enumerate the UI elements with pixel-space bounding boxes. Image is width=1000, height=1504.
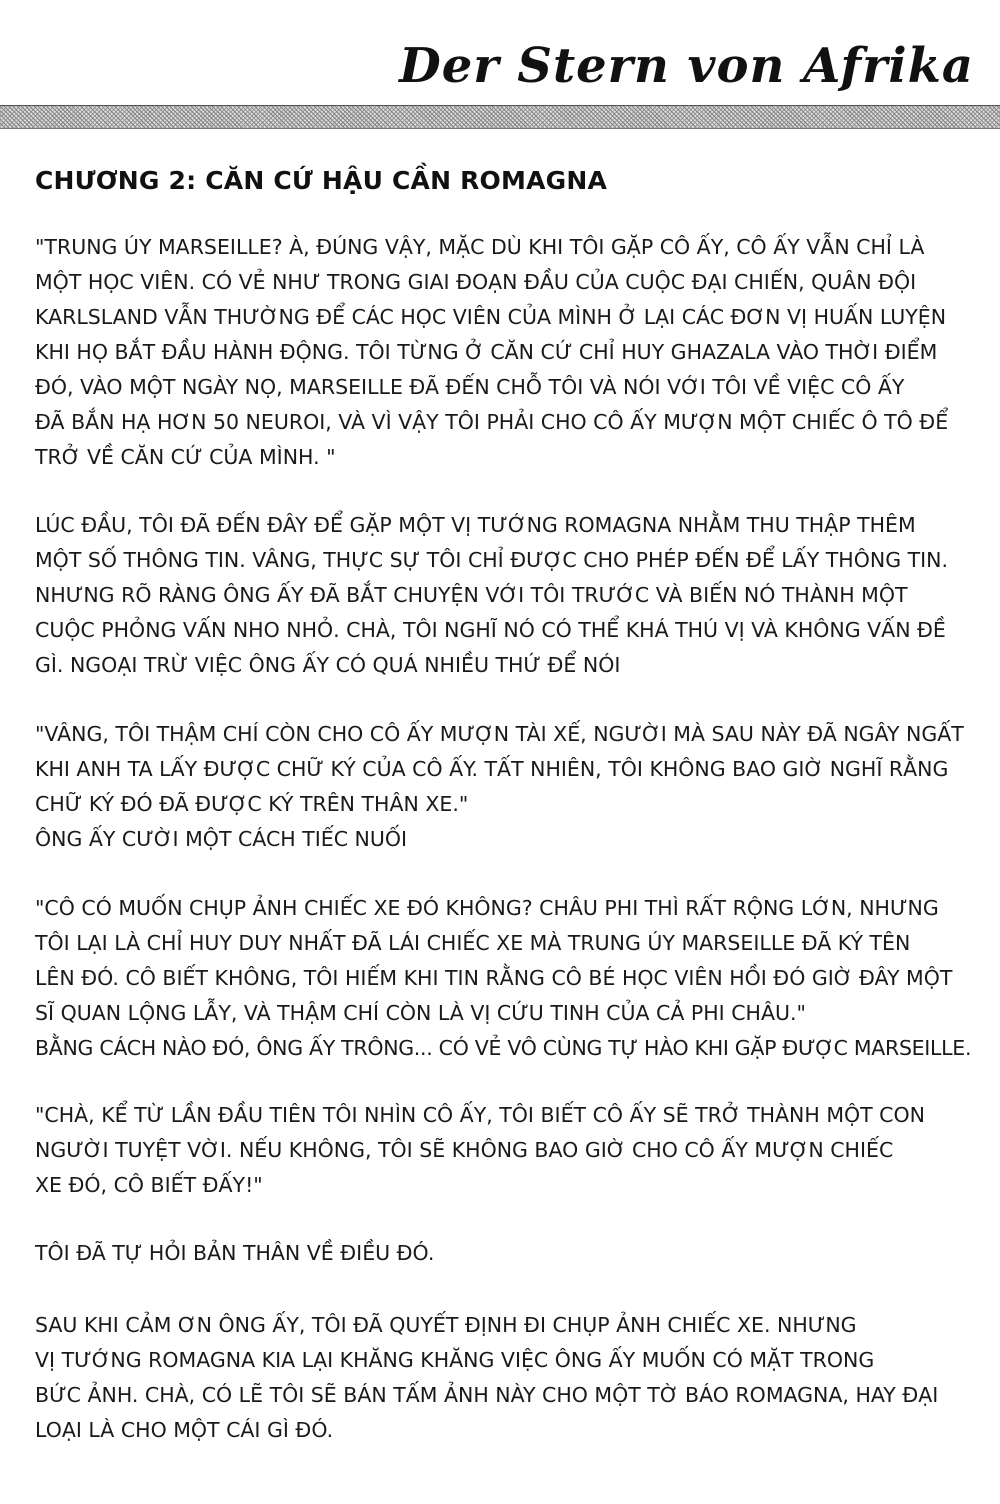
- paragraph-6: [35, 1236, 975, 1271]
- text-line: MỘT HỌC VIÊN. CÓ VẺ NHƯ TRONG GIAI ĐOẠN ĐẦU CỦA CUỘC ĐẠI CHIẾN, QUÂN ĐỘI: [35, 270, 917, 294]
- header-band-bottom-rule: [0, 128, 1000, 129]
- text-line: TRỞ VỀ CĂN CỨ CỦA MÌNH. ": [35, 445, 336, 469]
- paragraph-4: [35, 891, 975, 1066]
- text-line: KARLSLAND VẪN THƯỜNG ĐỂ CÁC HỌC VIÊN CỦA MÌNH Ở LẠI CÁC ĐƠN VỊ HUẤN LUYỆN: [35, 305, 947, 329]
- paragraph-5: [35, 1098, 975, 1203]
- text-line: BỨC ẢNH. CHÀ, CÓ LẼ TÔI SẼ BÁN TẤM ẢNH NÀY CHO MỘT TỜ BÁO ROMAGNA, HAY ĐẠI: [35, 1383, 939, 1407]
- text-line: TÔI LẠI LÀ CHỈ HUY DUY NHẤT ĐÃ LÁI CHIẾC XE MÀ TRUNG ÚY MARSEILLE ĐÃ KÝ TÊN: [35, 931, 911, 955]
- text-line: NGƯỜI TUYỆT VỜI. NẾU KHÔNG, TÔI SẼ KHÔNG BAO GIỜ CHO CÔ ẤY MƯỢN CHIẾC: [35, 1138, 894, 1162]
- text-line: KHI ANH TA LẤY ĐƯỢC CHỮ KÝ CỦA CÔ ẤY. TẤT NHIÊN, TÔI KHÔNG BAO GIỜ NGHĨ RẰNG: [35, 757, 949, 781]
- text-line: LÊN ĐÓ. CÔ BIẾT KHÔNG, TÔI HIẾM KHI TIN RẰNG CÔ BÉ HỌC VIÊN HỒI ĐÓ GIỜ ĐÂY MỘT: [35, 966, 953, 990]
- text-line: GÌ. NGOẠI TRỪ VIỆC ÔNG ẤY CÓ QUÁ NHIỀU THỨ ĐỂ NÓI: [35, 653, 621, 677]
- text-line: "CÔ CÓ MUỐN CHỤP ẢNH CHIẾC XE ĐÓ KHÔNG? CHÂU PHI THÌ RẤT RỘNG LỚN, NHƯNG: [35, 896, 939, 920]
- text-line: "CHÀ, KỂ TỪ LẦN ĐẦU TIÊN TÔI NHÌN CÔ ẤY, TÔI BIẾT CÔ ẤY SẼ TRỞ THÀNH MỘT CON: [35, 1103, 925, 1127]
- text-line: KHI HỌ BẮT ĐẦU HÀNH ĐỘNG. TÔI TỪNG Ở CĂN CỨ CHỈ HUY GHAZALA VÀO THỜI ĐIỂM: [35, 340, 938, 364]
- text-line: "TRUNG ÚY MARSEILLE? À, ĐÚNG VẬY, MẶC DÙ KHI TÔI GẶP CÔ ẤY, CÔ ẤY VẪN CHỈ LÀ: [35, 235, 925, 259]
- page-header-title: Der Stern von Afrika: [399, 38, 974, 94]
- text-line: MỘT SỐ THÔNG TIN. VÂNG, THỰC SỰ TÔI CHỈ ĐƯỢC CHO PHÉP ĐẾN ĐỂ LẤY THÔNG TIN.: [35, 548, 949, 572]
- text-line: CUỘC PHỎNG VẤN NHO NHỎ. CHÀ, TÔI NGHĨ NÓ CÓ THỂ KHÁ THÚ VỊ VÀ KHÔNG VẤN ĐỀ: [35, 618, 946, 642]
- paragraph-3: [35, 717, 975, 857]
- text-line: LÚC ĐẦU, TÔI ĐÃ ĐẾN ĐÂY ĐỂ GẶP MỘT VỊ TƯỚNG ROMAGNA NHẰM THU THẬP THÊM: [35, 513, 916, 537]
- text-line: ĐÃ BẮN HẠ HƠN 50 NEUROI, VÀ VÌ VẬY TÔI PHẢI CHO CÔ ẤY MƯỢN MỘT CHIẾC Ô TÔ ĐỂ: [35, 410, 949, 434]
- header-hatched-band: [0, 106, 1000, 128]
- text-line: LOẠI LÀ CHO MỘT CÁI GÌ ĐÓ.: [35, 1418, 334, 1442]
- paragraph-1: [35, 230, 975, 475]
- text-line: NHƯNG RÕ RÀNG ÔNG ẤY ĐÃ BẮT CHUYỆN VỚI TÔI TRƯỚC VÀ BIẾN NÓ THÀNH MỘT: [35, 583, 908, 607]
- text-line: SAU KHI CẢM ƠN ÔNG ẤY, TÔI ĐÃ QUYẾT ĐỊNH ĐI CHỤP ẢNH CHIẾC XE. NHƯNG: [35, 1313, 857, 1337]
- text-line: TÔI ĐÃ TỰ HỎI BẢN THÂN VỀ ĐIỀU ĐÓ.: [35, 1241, 435, 1265]
- paragraph-7: [35, 1308, 975, 1448]
- text-line: BẰNG CÁCH NÀO ĐÓ, ÔNG ẤY TRÔNG... CÓ VẺ VÔ CÙNG TỰ HÀO KHI GẶP ĐƯỢC MARSEILLE.: [35, 1036, 972, 1060]
- chapter-title: CHƯƠNG 2: CĂN CỨ HẬU CẦN ROMAGNA: [35, 166, 608, 195]
- text-line: CHỮ KÝ ĐÓ ĐÃ ĐƯỢC KÝ TRÊN THÂN XE.": [35, 792, 469, 816]
- text-line: ÔNG ẤY CƯỜI MỘT CÁCH TIẾC NUỐI: [35, 827, 408, 851]
- text-line: VỊ TƯỚNG ROMAGNA KIA LẠI KHĂNG KHĂNG VIỆC ÔNG ẤY MUỐN CÓ MẶT TRONG: [35, 1348, 875, 1372]
- text-line: XE ĐÓ, CÔ BIẾT ĐẤY!": [35, 1173, 263, 1197]
- text-line: SĨ QUAN LỘNG LẪY, VÀ THẬM CHÍ CÒN LÀ VỊ CỨU TINH CỦA CẢ PHI CHÂU.": [35, 1001, 806, 1025]
- paragraph-2: [35, 508, 975, 683]
- text-line: ĐÓ, VÀO MỘT NGÀY NỌ, MARSEILLE ĐÃ ĐẾN CHỖ TÔI VÀ NÓI VỚI TÔI VỀ VIỆC CÔ ẤY: [35, 375, 905, 399]
- text-line: "VÂNG, TÔI THẬM CHÍ CÒN CHO CÔ ẤY MƯỢN TÀI XẾ, NGƯỜI MÀ SAU NÀY ĐÃ NGÂY NGẤT: [35, 722, 964, 746]
